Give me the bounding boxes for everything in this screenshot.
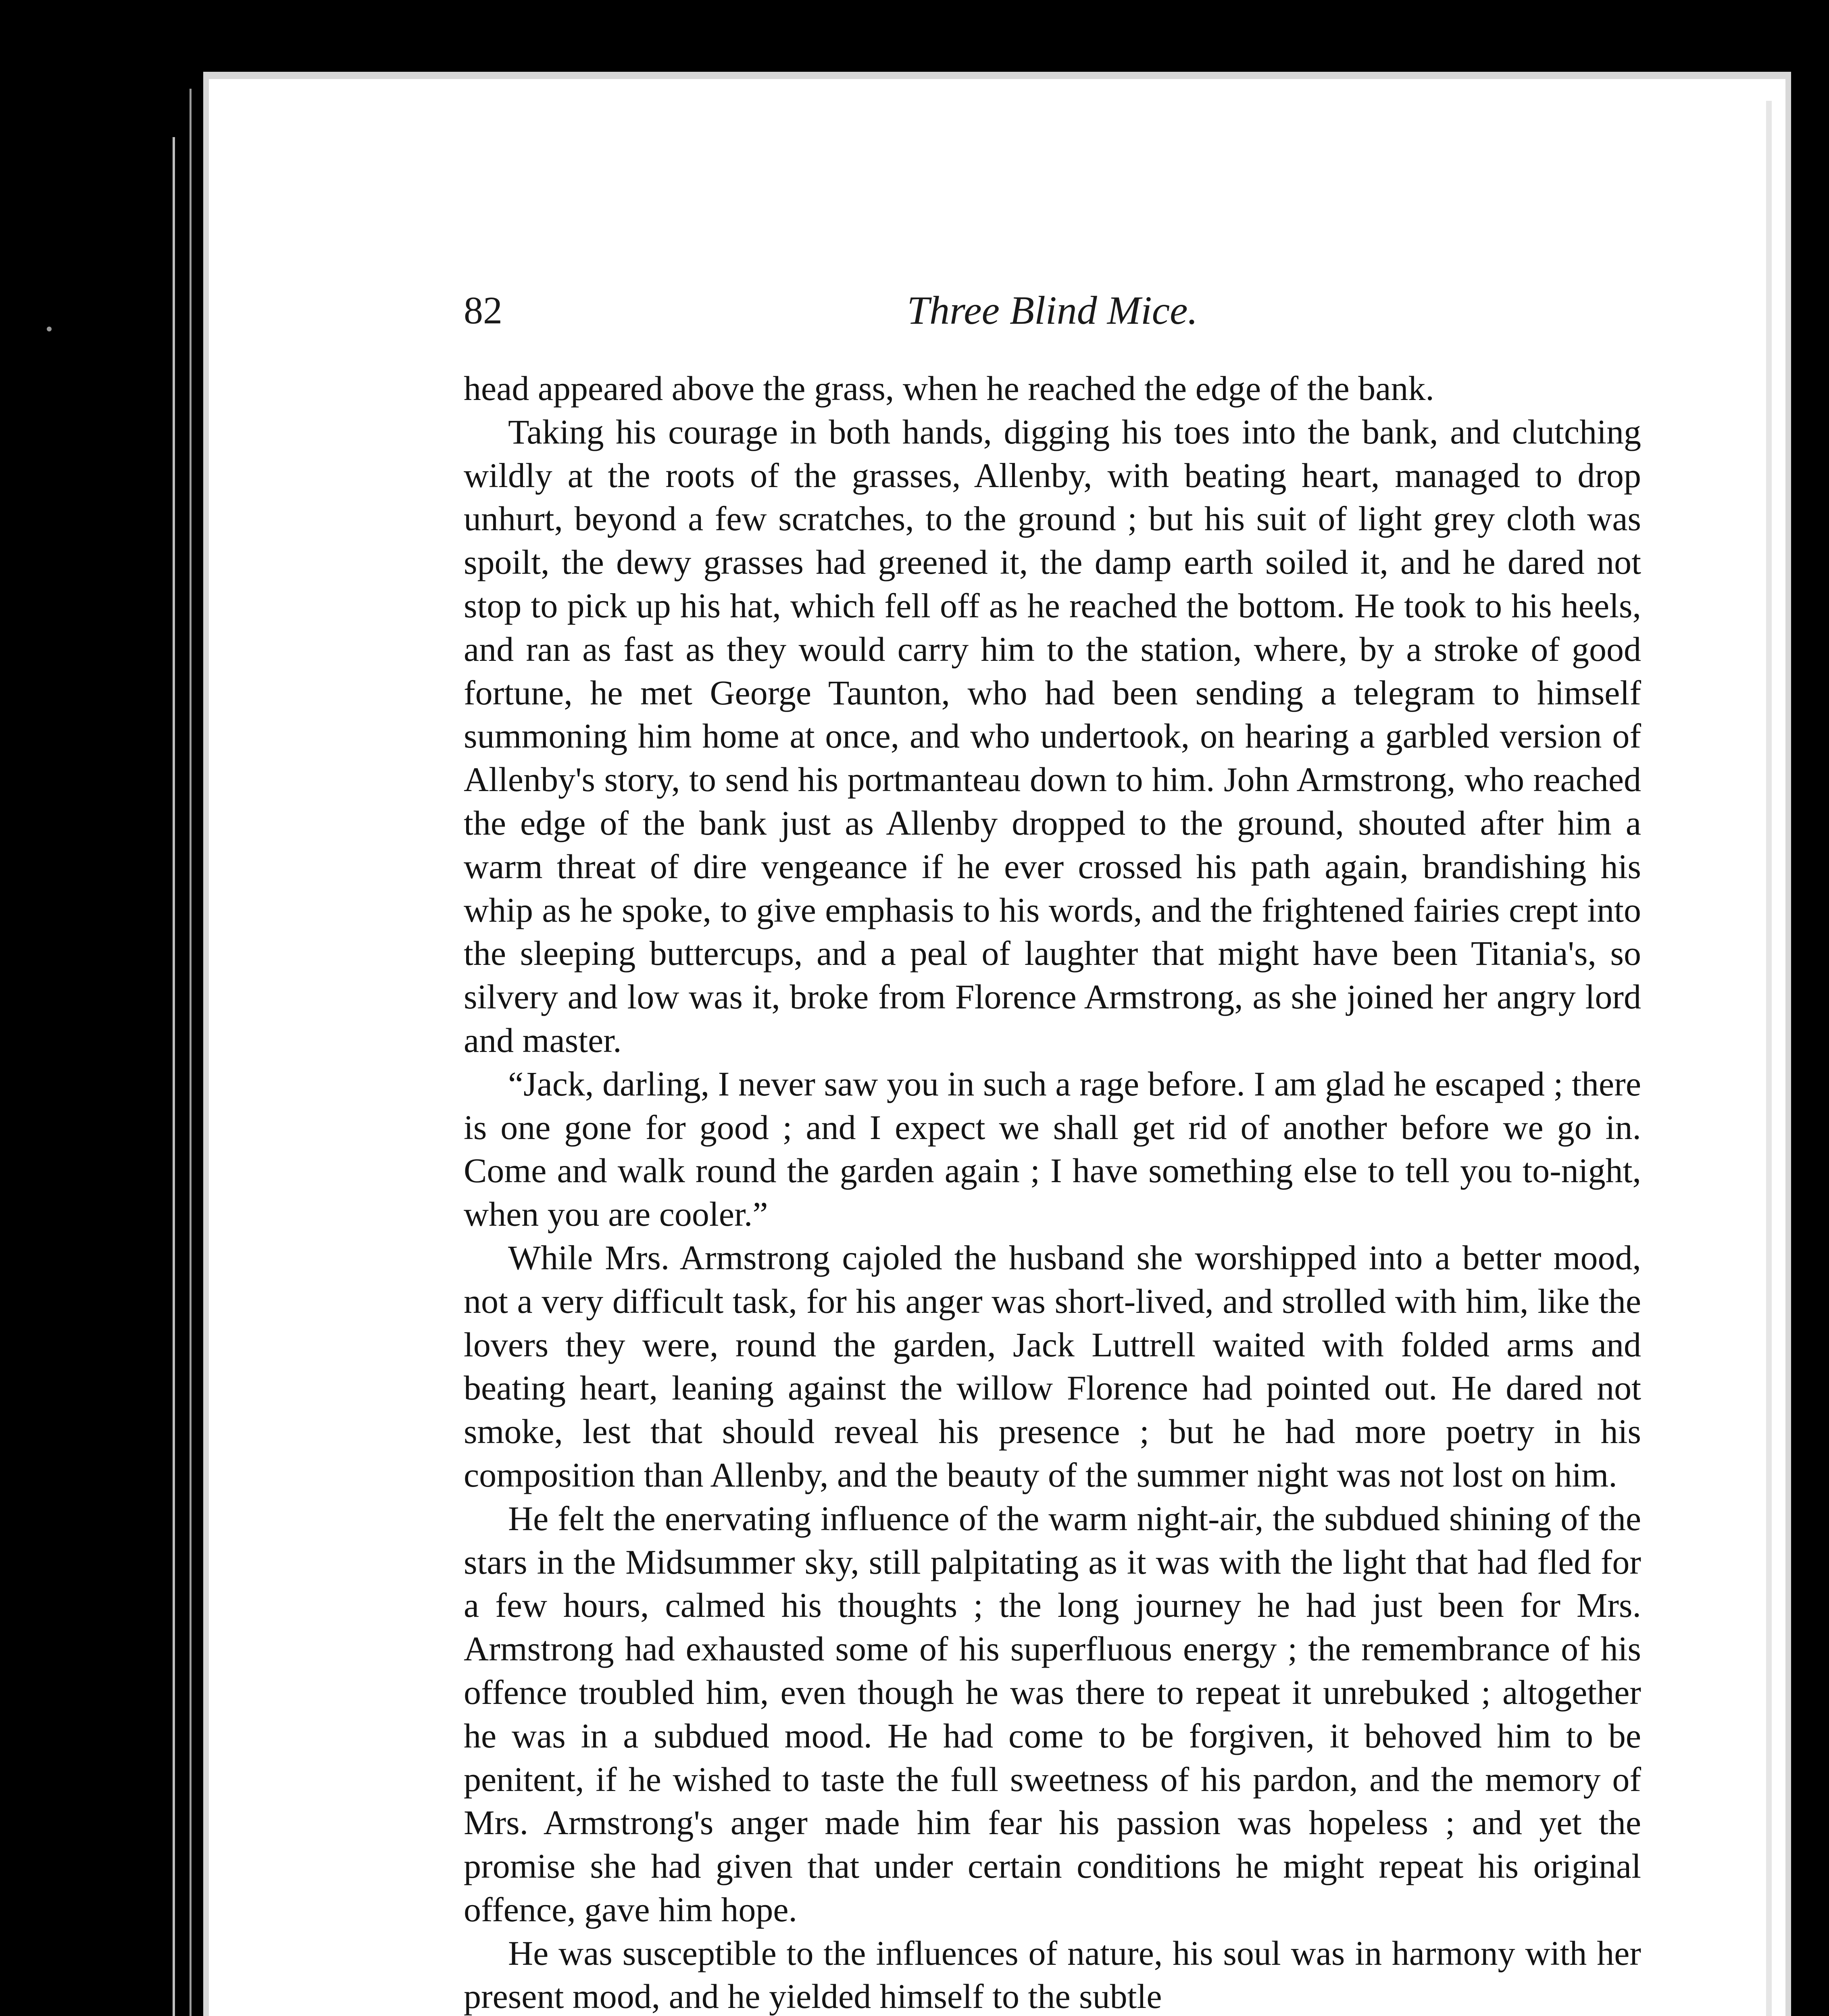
page-header bbox=[464, 282, 1641, 339]
scan-speck bbox=[47, 327, 52, 331]
paragraph-6: He was susceptible to the influences of nature, his soul was in harmony with her present mood, and he yielded himself to the subtle bbox=[464, 1933, 1641, 2016]
paragraph-5: He felt the enervating influence of the warm night-air, the subdued shining of the stars in the Midsummer sky, still palpitating as it was with the light that had fled for a few hours, calmed his thoughts ; the long journey he had just been for Mrs. Armstrong had exhausted some of his superfluous energy ; the remembrance of his offence troubled him, even though he was there to repeat it unrebuked ; altogether he was in a subdued mood. He had come to be forgiven, it behoved him to be penitent, if he wished to taste the full sweetness of his pardon, and the memory of Mrs. Armstrong's anger made him fear his passion was hopeless ; and yet the promise she had given that under certain conditions he might repeat his original offence, gave him hope. bbox=[464, 1499, 1641, 1929]
page-edge-line bbox=[173, 137, 175, 2016]
page-right-edge bbox=[1766, 101, 1772, 2016]
running-title: Three Blind Mice. bbox=[907, 288, 1198, 333]
page-edge-line-inner bbox=[190, 89, 192, 2016]
paragraph-2: Taking his courage in both hands, digging his toes into the bank, and clutching wildly at the roots of the grasses, Allenby, with beating heart, managed to drop unhurt, beyond a few scratches, to the ground ; but his suit of light grey cloth was spoilt, the dewy grasses had greened it, the damp earth soiled it, and he dared not stop to pick up his hat, which fell off as he reached the bottom. He took to his heels, and ran as fast as they would carry him to the station, where, by a stroke of good fortune, he met George Taunton, who had been sending a telegram to himself summoning him home at once, and who undertook, on hearing a garbled version of Allenby's story, to send his portmanteau down to him. John Armstrong, who reached the edge of the bank just as Allenby dropped to the ground, shouted after him a warm threat of dire vengeance if he ever crossed his path again, brandishing his whip as he spoke, to give emphasis to his words, and the frightened fairies crept into the sleeping buttercups, and a peal of laughter that might have been Titania's, so silvery and low was it, broke from Florence Armstrong, as she joined her angry lord and master. bbox=[464, 412, 1641, 1060]
paragraph-4: While Mrs. Armstrong cajoled the husband she worshipped into a better mood, not a very difficult task, for his anger was short-lived, and strolled with him, like the lovers they were, round the garden, Jack Luttrell waited with folded arms and beating heart, leaning against the willow Florence had pointed out. He dared not smoke, lest that should reveal his presence ; but he had more poetry in his composition than Allenby, and the beauty of the summer night was not lost on him. bbox=[464, 1238, 1641, 1494]
paragraph-3: “Jack, darling, I never saw you in such a rage before. I am glad he escaped ; there is one gone for good ; and I expect we shall get rid of another before we go in. Come and walk round the garden again ; I have something else to tell you to-night, when you are cooler.” bbox=[464, 1064, 1641, 1234]
page-number: 82 bbox=[464, 289, 502, 332]
body-text bbox=[464, 367, 1641, 2016]
paragraph-1: head appeared above the grass, when he reached the edge of the bank. bbox=[464, 369, 1434, 408]
